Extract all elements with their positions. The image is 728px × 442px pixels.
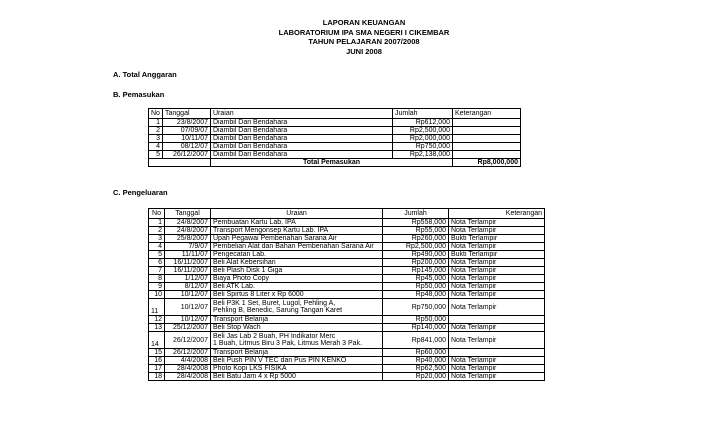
- row-tanggal: 26/12/2007: [163, 151, 211, 159]
- table-row: [149, 332, 545, 349]
- row-keterangan: Nota Terlampir: [449, 324, 545, 332]
- row-uraian: [211, 357, 383, 365]
- row-keterangan: Nota Terlampir: [449, 267, 545, 275]
- title-line-4: JUNI 2008: [346, 46, 382, 56]
- row-uraian: [211, 324, 383, 332]
- row-tanggal: 10/12/07: [165, 291, 211, 299]
- row-uraian: [211, 332, 383, 349]
- table-row: [149, 267, 545, 275]
- table-row: [149, 283, 545, 291]
- uraian-line-1: Photo Kopi LKS FISIKA: [213, 365, 287, 372]
- row-uraian: [211, 365, 383, 373]
- uraian-line-1: Beli Stop Wach: [213, 324, 261, 331]
- row-tanggal: 08/12/07: [163, 143, 211, 151]
- row-no: 5: [149, 151, 163, 159]
- row-no: 2: [149, 227, 165, 235]
- row-no: 8: [149, 275, 165, 283]
- row-tanggal: 4/4/2008: [165, 357, 211, 365]
- row-tanggal: 24/8/2007: [165, 227, 211, 235]
- row-jumlah: Rp2,000,000: [393, 135, 453, 143]
- row-no: 12: [149, 316, 165, 324]
- table-row: [149, 143, 521, 151]
- row-jumlah: Rp40,000: [383, 357, 449, 365]
- row-uraian: [211, 267, 383, 275]
- column-header-uraian: Uraian: [211, 109, 393, 119]
- row-keterangan: Nota Terlampir: [449, 243, 545, 251]
- row-jumlah: Rp48,000: [383, 291, 449, 299]
- row-keterangan: Nota Terlampir: [449, 365, 545, 373]
- uraian-line-1: Beli Push PIN V TEC dan Pus PIN KENKO: [213, 357, 347, 364]
- row-no: 6: [149, 259, 165, 267]
- row-tanggal: 26/12/2007: [165, 349, 211, 357]
- row-keterangan: Nota Terlampir: [449, 357, 545, 365]
- row-no: 1: [149, 119, 163, 127]
- column-header-no: No: [149, 109, 163, 119]
- row-keterangan: Nota Terlampir: [449, 227, 545, 235]
- section-pengeluaran: C. Pengeluaran: [113, 188, 168, 197]
- table-header-row: [149, 209, 545, 219]
- row-jumlah: Rp50,000: [383, 316, 449, 324]
- table-row: [149, 127, 521, 135]
- row-jumlah: Rp750,000: [393, 143, 453, 151]
- column-header-uraian: Uraian: [211, 209, 383, 219]
- row-jumlah: Rp20,000: [383, 373, 449, 381]
- row-uraian: [211, 259, 383, 267]
- row-uraian: [211, 227, 383, 235]
- table-row: [149, 259, 545, 267]
- uraian-line-2: 1 Buah, Litmus Biru 3 Pak, Litmus Merah 3 Pak.: [213, 340, 363, 347]
- row-uraian: [211, 275, 383, 283]
- row-keterangan: Bukti Terlampir: [449, 251, 545, 259]
- row-no: 13: [149, 324, 165, 332]
- row-no: 11: [149, 299, 165, 316]
- row-uraian: [211, 243, 383, 251]
- row-no: 3: [149, 235, 165, 243]
- row-jumlah: Rp490,000: [383, 251, 449, 259]
- row-tanggal: 16/11/2007: [165, 259, 211, 267]
- pengeluaran-table: [148, 208, 545, 381]
- row-keterangan: [453, 127, 521, 135]
- uraian-line-1: Beli Spirtus 8 Liter x Rp 6000: [213, 291, 304, 298]
- row-jumlah: Rp2,138,000: [393, 151, 453, 159]
- row-no: 18: [149, 373, 165, 381]
- row-tanggal: 07/09/07: [163, 127, 211, 135]
- total-label: Total Pemasukan: [211, 159, 453, 167]
- row-jumlah: Rp60,000: [383, 349, 449, 357]
- uraian-line-2: Pehling B, Benedic, Sarung Tangan Karet: [213, 307, 343, 314]
- row-uraian: [211, 283, 383, 291]
- section-pemasukan: B. Pemasukan: [113, 90, 165, 99]
- row-tanggal: 10/11/07: [163, 135, 211, 143]
- table-row: [149, 291, 545, 299]
- row-tanggal: 7/9/07: [165, 243, 211, 251]
- uraian-line-1: Beli Plash Disk 1 Giga: [213, 267, 283, 274]
- row-tanggal: 25/8/2007: [165, 235, 211, 243]
- row-jumlah: Rp140,000: [383, 324, 449, 332]
- row-no: 10: [149, 291, 165, 299]
- row-jumlah: Rp841,000: [383, 332, 449, 349]
- uraian-line-1: Transport Mengonsep Kartu Lab. IPA: [213, 227, 329, 234]
- row-keterangan: [453, 151, 521, 159]
- row-no: 14: [149, 332, 165, 349]
- table-row: [149, 357, 545, 365]
- row-uraian: [211, 219, 383, 227]
- uraian-line-1: Pembelian Alat dan Bahan Pembenahan Sarana Air: [213, 243, 374, 250]
- row-keterangan: [453, 119, 521, 127]
- row-keterangan: [453, 143, 521, 151]
- uraian-line-1: Transport Belanja: [213, 316, 268, 323]
- row-uraian: [211, 235, 383, 243]
- table-row: [149, 275, 545, 283]
- row-no: 5: [149, 251, 165, 259]
- uraian-line-1: Biaya Photo Copy: [213, 275, 270, 282]
- row-keterangan: Nota Terlampir: [449, 283, 545, 291]
- total-value: Rp8,000,000: [453, 159, 521, 167]
- column-header-jumlah: Jumlah: [393, 109, 453, 119]
- title-line-1: LAPORAN KEUANGAN: [322, 18, 406, 27]
- row-no: 16: [149, 357, 165, 365]
- table-row: [149, 219, 545, 227]
- uraian-line-1: Upah Pegawai Pembenahan Sarana Air: [213, 235, 337, 242]
- row-tanggal: 26/12/2007: [165, 332, 211, 349]
- table-row: [149, 299, 545, 316]
- uraian-line-1: Beli Batu Jam 4 x Rp 5000: [213, 373, 296, 380]
- row-tanggal: 1/12/07: [165, 275, 211, 283]
- row-jumlah: Rp260,000: [383, 235, 449, 243]
- row-tanggal: 24/8/2007: [165, 219, 211, 227]
- table-row: [149, 251, 545, 259]
- row-no: 4: [149, 243, 165, 251]
- uraian-line-1: Pembuatan Kartu Lab. IPA: [213, 219, 296, 226]
- row-uraian: [211, 299, 383, 316]
- row-tanggal: 10/12/07: [165, 316, 211, 324]
- section-total-anggaran: A. Total Anggaran: [113, 70, 177, 79]
- table-row: [149, 151, 521, 159]
- row-no: 4: [149, 143, 163, 151]
- row-uraian: Diambil Dari Bendahara: [211, 135, 393, 143]
- row-no: 1: [149, 219, 165, 227]
- table-row: [149, 349, 545, 357]
- row-uraian: [211, 316, 383, 324]
- row-keterangan: Nota Terlampir: [449, 373, 545, 381]
- row-jumlah: Rp55,000: [383, 227, 449, 235]
- uraian-line-1: Beli Jas Lab 2 Buah, PH Indikator Merc: [213, 333, 336, 340]
- row-jumlah: Rp612,000: [393, 119, 453, 127]
- column-header-jumlah: Jumlah: [383, 209, 449, 219]
- uraian-line-1: Pengecatan Lab.: [213, 251, 266, 258]
- row-keterangan: Nota Terlampir: [449, 275, 545, 283]
- column-header-tanggal: Tanggal: [163, 109, 211, 119]
- row-keterangan: Nota Terlampir: [449, 332, 545, 349]
- row-keterangan: [453, 135, 521, 143]
- title-line-2: LABORATORIUM IPA SMA NEGERI I CIKEMBAR: [278, 27, 450, 37]
- column-header-no: No: [149, 209, 165, 219]
- row-tanggal: 28/4/2008: [165, 373, 211, 381]
- column-header-tanggal: Tanggal: [165, 209, 211, 219]
- row-no: 7: [149, 267, 165, 275]
- row-tanggal: 25/12/2007: [165, 324, 211, 332]
- row-jumlah: Rp2,500,000: [383, 243, 449, 251]
- uraian-line-1: Beli P3K 1 Set, Buret, Lugol, Pehling A,: [213, 300, 336, 307]
- table-row: [149, 235, 545, 243]
- row-keterangan: Bukti Terlampir: [449, 235, 545, 243]
- pemasukan-table: [148, 108, 521, 167]
- row-keterangan: [449, 349, 545, 357]
- table-row: [149, 119, 521, 127]
- row-uraian: Diambil Dari Bendahara: [211, 119, 393, 127]
- row-uraian: Diambil Dari Bendahara: [211, 143, 393, 151]
- row-jumlah: Rp200,000: [383, 259, 449, 267]
- table-header-row: [149, 109, 521, 119]
- row-jumlah: Rp50,000: [383, 283, 449, 291]
- row-no: 3: [149, 135, 163, 143]
- row-tanggal: 16/11/2007: [165, 267, 211, 275]
- table-row: [149, 365, 545, 373]
- row-jumlah: Rp2,500,000: [393, 127, 453, 135]
- table-row: [149, 373, 545, 381]
- row-jumlah: Rp45,000: [383, 275, 449, 283]
- table-row: [149, 243, 545, 251]
- row-no: 9: [149, 283, 165, 291]
- row-tanggal: 8/12/07: [165, 283, 211, 291]
- row-uraian: Diambil Dari Bendahara: [211, 151, 393, 159]
- row-jumlah: Rp750,000: [383, 299, 449, 316]
- row-jumlah: Rp558,000: [383, 219, 449, 227]
- total-spacer: [149, 159, 211, 167]
- row-tanggal: 28/4/2008: [165, 365, 211, 373]
- table-row: [149, 227, 545, 235]
- table-row: [149, 135, 521, 143]
- column-header-keterangan: Keterangan: [449, 209, 545, 219]
- report-title: [0, 18, 728, 56]
- row-keterangan: Nota Terlampir: [449, 299, 545, 316]
- row-jumlah: Rp62,500: [383, 365, 449, 373]
- table-row: [149, 324, 545, 332]
- uraian-line-1: Beli Alat Kebersihan: [213, 259, 276, 266]
- column-header-keterangan: Keterangan: [453, 109, 521, 119]
- row-keterangan: Nota Terlampir: [449, 259, 545, 267]
- uraian-line-1: Transport Belanja: [213, 349, 268, 356]
- row-keterangan: Nota Terlampir: [449, 219, 545, 227]
- total-row: [149, 159, 521, 167]
- row-uraian: [211, 349, 383, 357]
- row-no: 15: [149, 349, 165, 357]
- row-uraian: [211, 291, 383, 299]
- row-uraian: [211, 373, 383, 381]
- title-line-3: TAHUN PELAJARAN 2007/2008: [308, 37, 420, 46]
- row-no: 2: [149, 127, 163, 135]
- table-row: [149, 316, 545, 324]
- row-keterangan: [449, 316, 545, 324]
- row-uraian: Diambil Dari Bendahara: [211, 127, 393, 135]
- row-jumlah: Rp145,000: [383, 267, 449, 275]
- row-keterangan: Nota Terlampir: [449, 291, 545, 299]
- row-uraian: [211, 251, 383, 259]
- row-tanggal: 11/11/07: [165, 251, 211, 259]
- uraian-line-1: Beli ATK Lab.: [213, 283, 255, 290]
- row-tanggal: 10/12/07: [165, 299, 211, 316]
- row-no: 17: [149, 365, 165, 373]
- row-tanggal: 23/8/2007: [163, 119, 211, 127]
